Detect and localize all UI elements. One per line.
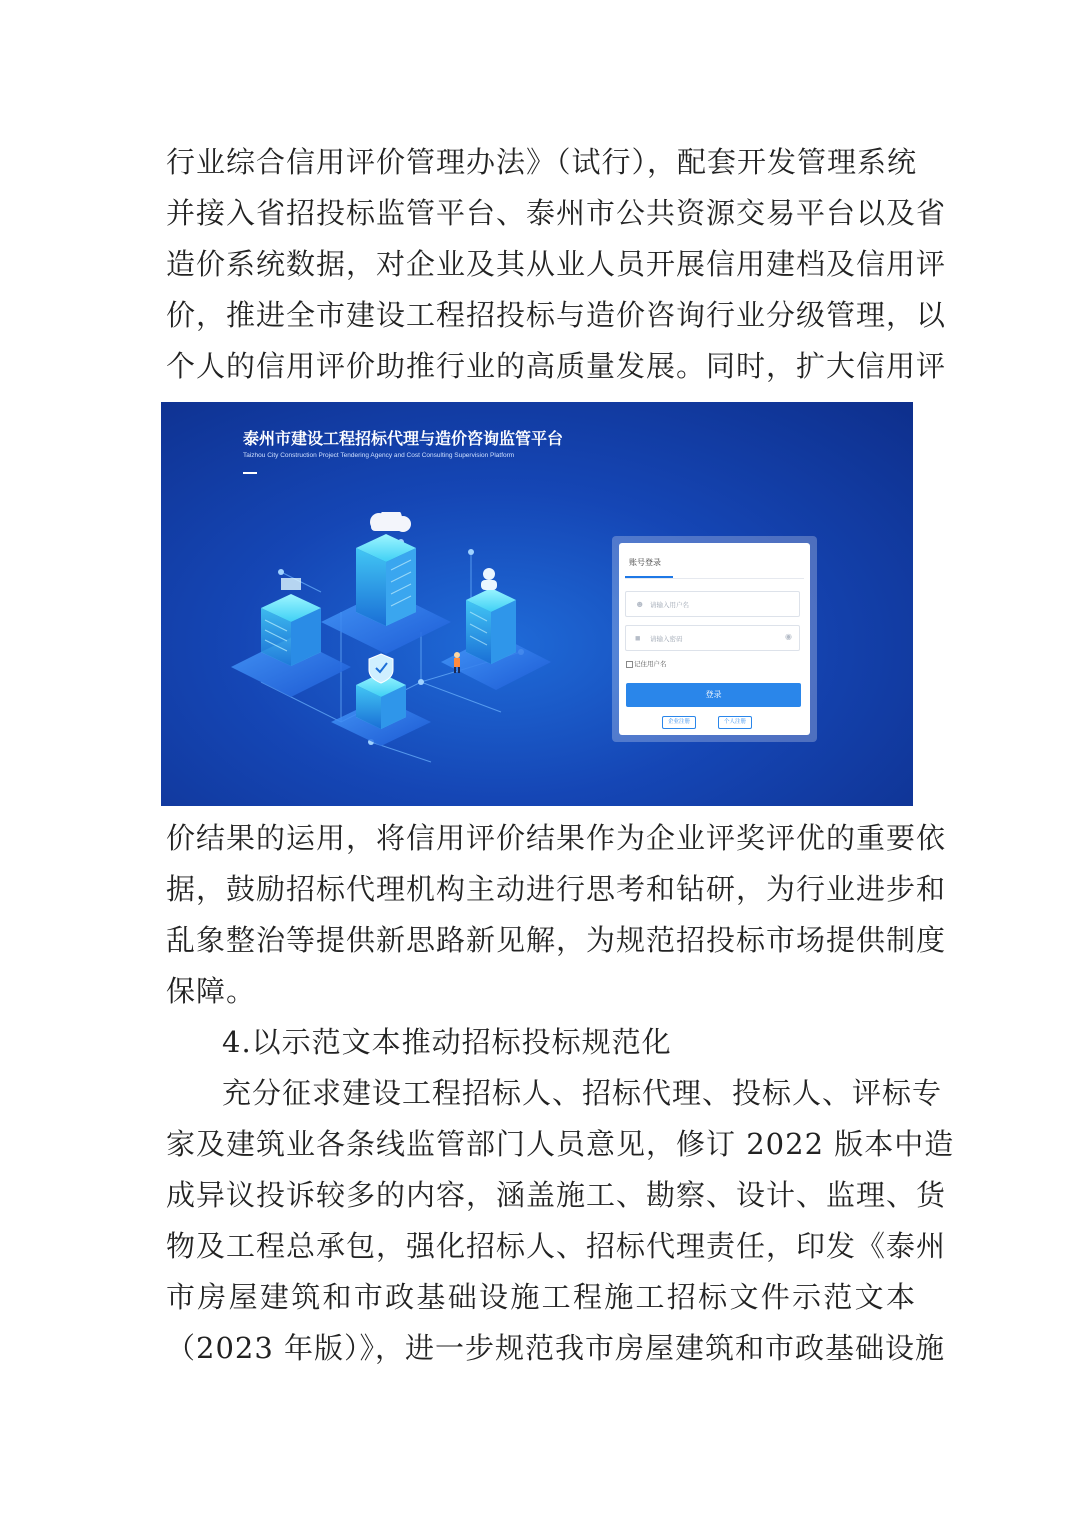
eye-icon[interactable]: ◉: [785, 632, 792, 641]
remember-username-checkbox[interactable]: [626, 659, 667, 668]
checkbox-icon: [626, 661, 633, 668]
platform-title: 泰州市建设工程招标代理与造价咨询监管平台: [243, 431, 564, 448]
text-line: 家及建筑业各条线监管部门人员意见，修订 2022 版本中造: [166, 1127, 955, 1161]
username-input[interactable]: [625, 591, 800, 617]
text-line: 市房屋建筑和市政基础设施工程施工招标文件示范文本: [166, 1280, 916, 1314]
login-panel: [619, 543, 810, 735]
password-input[interactable]: [625, 625, 800, 651]
platform-subtitle: Taizhou City Construction Project Tendering Agency and Cost Consulting Supervision Platform: [243, 452, 515, 459]
username-placeholder: 请输入用户名: [650, 602, 689, 609]
text-line: 价，推进全市建设工程招投标与造价咨询行业分级管理，以: [166, 298, 947, 332]
title-underline: [243, 472, 257, 474]
text-line: 个人的信用评价助推行业的高质量发展。同时，扩大信用评: [166, 349, 947, 383]
text-line: 成异议投诉较多的内容，涵盖施工、勘察、设计、监理、货: [166, 1178, 947, 1212]
tab-account-login[interactable]: 账号登录: [629, 558, 661, 567]
text-line: 价结果的运用，将信用评价结果作为企业评奖评优的重要依: [166, 821, 947, 855]
section-heading: 4.以示范文本推动招标投标规范化: [222, 1025, 672, 1059]
text-line: 据，鼓励招标代理机构主动进行思考和钻研，为行业进步和: [166, 872, 947, 906]
enterprise-register-button[interactable]: 企业注册: [662, 716, 696, 729]
text-line: 乱象整治等提供新思路新见解，为规范招投标市场提供制度: [166, 923, 947, 957]
text-line: 行业综合信用评价管理办法》（试行），配套开发管理系统: [166, 145, 918, 179]
tab-divider: [625, 578, 804, 579]
personal-register-button[interactable]: 个人注册: [718, 716, 752, 729]
text-line: 物及工程总承包，强化招标人、招标代理责任，印发《泰州: [166, 1229, 947, 1263]
lock-icon: ■: [635, 633, 641, 643]
login-button[interactable]: 登录: [626, 683, 801, 707]
user-icon: ☻: [635, 599, 645, 609]
isometric-server-illustration: [221, 512, 561, 772]
text-line: 造价系统数据，对企业及其从业人员开展信用建档及信用评: [166, 247, 947, 281]
text-line: 保障。: [166, 974, 257, 1008]
platform-screenshot: [161, 402, 913, 806]
text-line: （2023 年版）》，进一步规范我市房屋建筑和市政基础设施: [166, 1331, 946, 1365]
remember-label: 记住用户名: [634, 661, 667, 668]
text-line: 并接入省招投标监管平台、泰州市公共资源交易平台以及省: [166, 196, 947, 230]
login-card: [612, 536, 817, 742]
text-line: 充分征求建设工程招标人、招标代理、投标人、评标专: [222, 1076, 943, 1110]
password-placeholder: 请输入密码: [650, 636, 683, 643]
